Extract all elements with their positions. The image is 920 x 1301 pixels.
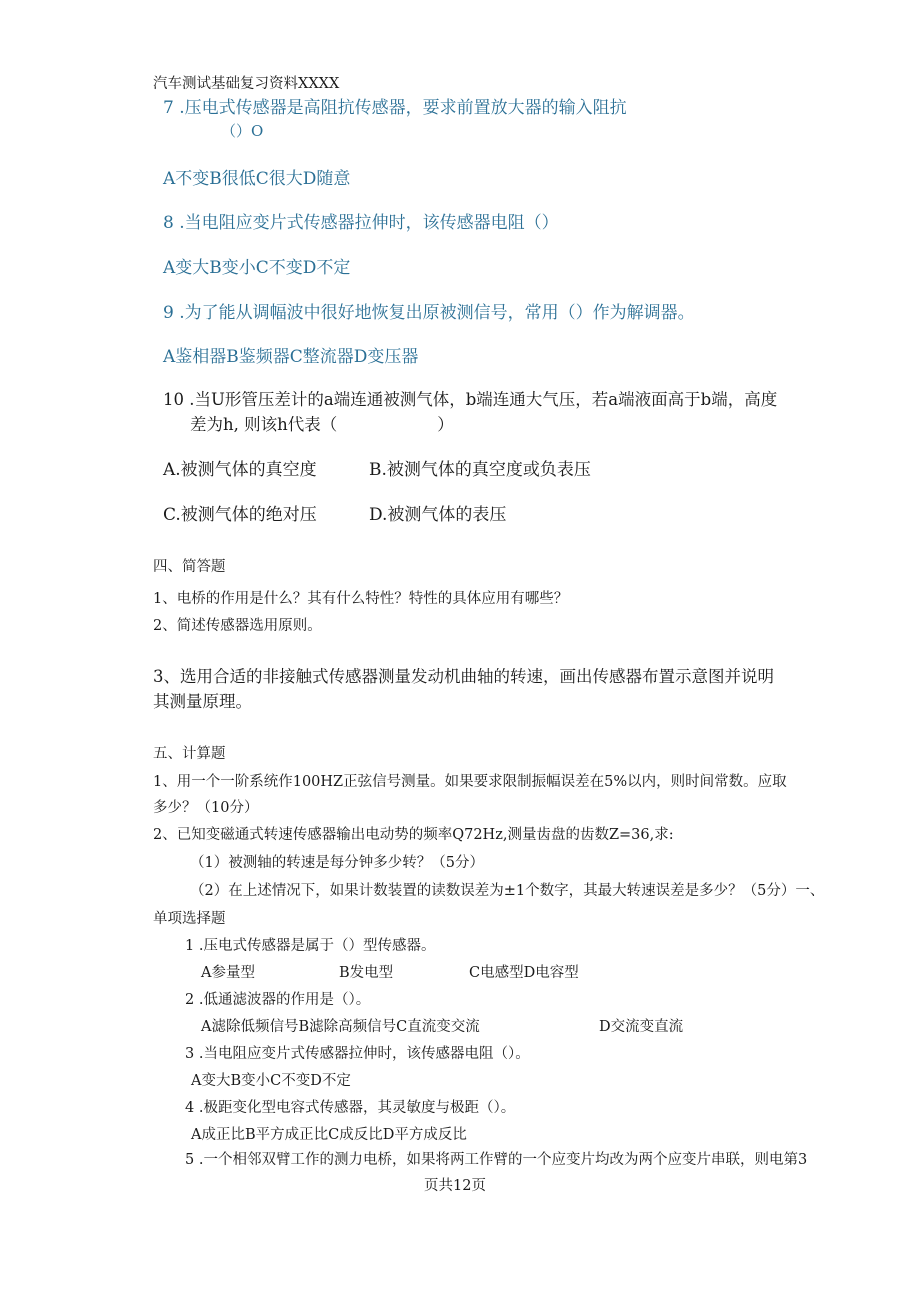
question-9-options: A鉴相器B鉴频器C整流器D变压器	[163, 347, 419, 367]
section-4-item-1: 1、电桥的作用是什么？其有什么特性？特性的具体应用有哪些？	[153, 591, 569, 607]
question-10-option-d: D.被测气体的表压	[369, 505, 507, 525]
section-5-item-2-sub-2: （2）在上述情况下，如果计数装置的读数误差为±1个数字，其最大转速误差是多少？（5分）一、	[190, 883, 825, 899]
document-header: 汽车测试基础复习资料XXXX	[153, 76, 340, 92]
choice-4-stem: 4 .极距变化型电容式传感器，其灵敏度与极距（）。	[185, 1100, 516, 1116]
choice-1-stem: 1 .压电式传感器是属于（）型传感器。	[185, 938, 436, 954]
question-9-stem: 9 .为了能从调幅波中很好地恢复出原被测信号，常用（）作为解调器。	[163, 303, 695, 323]
question-10-option-b: B.被测气体的真空度或负表压	[369, 460, 591, 480]
choice-1-option-b: B发电型	[339, 965, 394, 981]
choice-5-stem: 5 .一个相邻双臂工作的测力电桥，如果将两工作臂的一个应变片均改为两个应变片串联，则电第3	[185, 1152, 808, 1168]
section-5-item-2-sub-1: （1）被测轴的转速是每分钟多少转？（5分）	[190, 855, 484, 871]
page-footer: 页共12页	[424, 1178, 486, 1194]
question-7-stem: 7 .压电式传感器是高阻抗传感器，要求前置放大器的输入阻抗	[163, 98, 627, 118]
choice-1-option-cd: C电感型D电容型	[469, 965, 579, 981]
choice-1-option-a: A参量型	[201, 965, 255, 981]
question-8-options: A变大B变小C不变D不定	[163, 258, 351, 278]
question-10-bracket-close: ）	[437, 415, 454, 434]
question-10-option-a: A.被测气体的真空度	[163, 460, 317, 480]
question-10-stem-cont-text: 差为h, 则该h代表（	[190, 415, 338, 434]
section-4-item-3-cont: 其测量原理。	[153, 692, 252, 711]
question-10-stem-cont	[190, 411, 454, 435]
section-4-item-2: 2、简述传感器选用原则。	[153, 618, 322, 634]
section-4-item-3: 3、选用合适的非接触式传感器测量发动机曲轴的转速，画出传感器布置示意图并说明	[153, 667, 774, 686]
choice-2-option-d: D交流变直流	[599, 1019, 684, 1035]
question-7-options: A不变B很低C很大D随意	[163, 169, 351, 189]
question-7-stem-cont: （）O	[221, 122, 264, 140]
question-8-stem: 8 .当电阻应变片式传感器拉伸时，该传感器电阻（）	[163, 213, 559, 233]
choice-3-stem: 3 .当电阻应变片式传感器拉伸时，该传感器电阻（）。	[185, 1046, 530, 1062]
section-5-heading: 五、计算题	[153, 746, 226, 762]
choice-3-options: A变大B变小C不变D不定	[191, 1073, 351, 1089]
choice-2-option-abc: A滤除低频信号B滤除高频信号C直流变交流	[201, 1019, 480, 1035]
section-5-item-1: 1、用一个一阶系统作100HZ正弦信号测量。如果要求限制振幅误差在5%以内，则时间常数。应取	[153, 774, 787, 790]
section-5-item-1-cont: 多少？（10分）	[153, 800, 259, 816]
choice-2-stem: 2 .低通滤波器的作用是（）。	[185, 992, 371, 1008]
section-1-heading: 单项选择题	[153, 911, 226, 927]
section-4-heading: 四、简答题	[153, 559, 226, 575]
question-10-option-c: C.被测气体的绝对压	[163, 505, 317, 525]
section-5-item-2: 2、已知变磁通式转速传感器输出电动势的频率Q72Hz,测量齿盘的齿数Z=36,求:	[153, 827, 674, 843]
choice-4-options: A成正比B平方成正比C成反比D平方成反比	[191, 1127, 467, 1143]
question-10-stem: 10 .当U形管压差计的a端连通被测气体，b端连通大气压，若a端液面高于b端，高度	[163, 390, 778, 409]
